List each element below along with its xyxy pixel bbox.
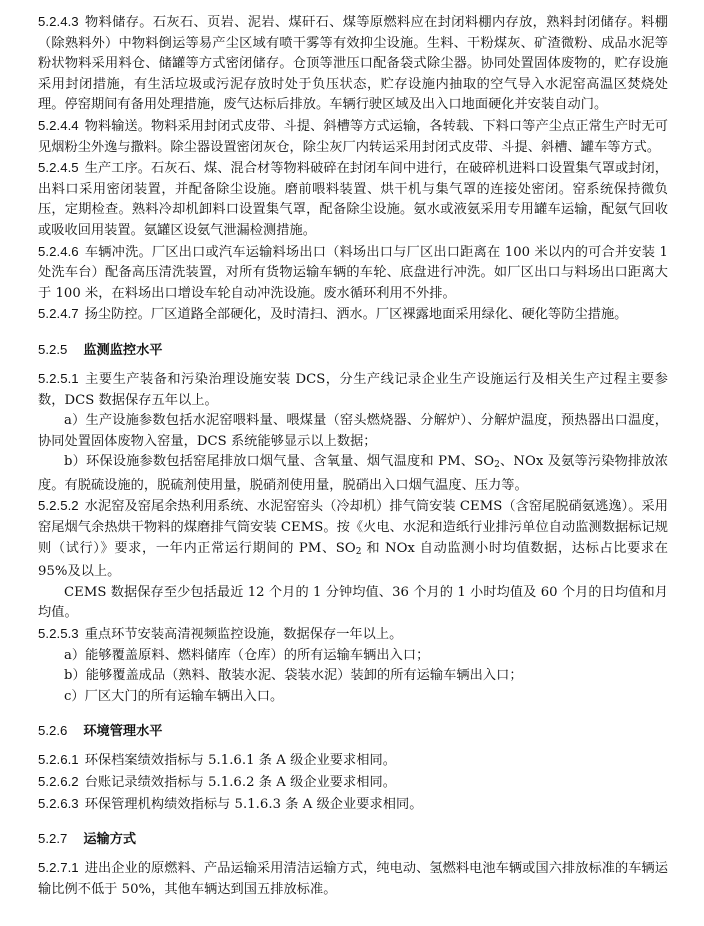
clause-5-2-5-3: [38, 624, 668, 646]
clause-5-2-4-7: [38, 304, 668, 326]
list-item-c: c）厂区大门的所有运输车辆出入口。: [64, 688, 284, 704]
section-heading-5-2-6: [38, 721, 668, 742]
clause-5-2-6-3: [38, 794, 668, 816]
clause-number: 5.2.6.1: [38, 752, 79, 768]
list-item-b: b）能够覆盖成品（熟料、散装水泥、袋装水泥）装卸的所有运输车辆出入口；: [64, 668, 523, 684]
clause-text: 扬尘防控。厂区道路全部硬化，及时清扫、洒水。厂区裸露地面采用绿化、硬化等防尘措施。: [84, 307, 628, 323]
clause-5-2-5-2-cems: CEMS 数据保存至少包括最近 12 个月的 1 分钟均值、36 个月的 1 小时均值及 60 个月的日均值和月均值。: [38, 584, 668, 621]
clause-text: 环保档案绩效指标与 5.1.6.1 条 A 级企业要求相同。: [84, 753, 396, 769]
clause-5-2-7-1: [38, 858, 668, 900]
clause-text: 主要生产装备和污染治理设施安装 DCS，分生产线记录企业生产设施运行及相关生产过程主要参数，DCS 数据保存五年以上。: [38, 371, 668, 408]
clause-text: 和 NOx 自动监测小时均值数据，达标占比要求在 95%及以上。: [38, 540, 668, 580]
section-number: 5.2.7: [38, 831, 68, 847]
list-item-a: a）能够覆盖原料、燃料储库（仓库）的所有运输车辆出入口；: [64, 647, 430, 663]
clause-5-2-5-2: [38, 496, 668, 582]
clause-text: 进出企业的原燃料、产品运输采用清洁运输方式，纯电动、氢燃料电池车辆或国六排放标准的车辆运输比例不低于 50%，其他车辆达到国五排放标准。: [38, 861, 668, 897]
list-item-a: a）生产设施参数包括水泥窑喂料量、喂煤量（窑头燃烧器、分解炉）、分解炉温度，预热器出口温度，协同处置固体废物入窑量，DCS 系统能够显示以上数据；: [38, 413, 668, 449]
clause-number: 5.2.4.6: [38, 243, 79, 259]
clause-text: 重点环节安装高清视频监控设施，数据保存一年以上。: [84, 627, 403, 643]
clause-number: 5.2.4.3: [38, 14, 79, 29]
section-heading-5-2-5: [38, 340, 668, 361]
clause-number: 5.2.5.3: [38, 626, 79, 642]
clause-number: 5.2.4.7: [38, 306, 79, 322]
list-item-text: 、NOx 及氨等污染物排放浓度。有脱硫设施的，脱硫剂使用量，脱硝剂使用量，脱硝出入口烟气温度、压力等。: [38, 454, 668, 493]
clause-text: 台账记录绩效指标与 5.1.6.2 条 A 级企业要求相同。: [84, 775, 396, 790]
clause-text: 车辆冲洗。厂区出口或汽车运输料场出口（料场出口与厂区出口距离在 100 米以内的可合并安装 1 处洗车台）配备高压清洗装置，对所有货物运输车辆的车轮、底盘进行冲洗。如厂区出口与料场出口距离大于 100 米，在料场出口增设车轮自动冲洗设施。废水循环利用不外排。: [38, 244, 668, 301]
clause-5-2-5-1: [38, 369, 668, 411]
clause-5-2-4-5: [38, 158, 668, 241]
clause-text: 水泥窑及窑尾余热利用系统、水泥窑窑头（冷却机）排气筒安装 CEMS（含窑尾脱硝氨逃逸）。采用窑尾烟气余热烘干物料的煤磨排气筒安装 CEMS。按《火电、水泥和造纸行业排污单位自动监测数据标记规则（试行）》要求，一年内正常运行期间的 PM、SO: [38, 499, 668, 556]
clause-number: 5.2.5.2: [38, 498, 79, 514]
subscript: 2: [494, 460, 500, 471]
section-title: 环境管理水平: [83, 724, 163, 740]
clause-number: 5.2.4.4: [38, 117, 79, 133]
clause-text: 生产工序。石灰石、煤、混合材等物料破碎在封闭车间中进行，在破碎机进料口设置集气罩或封闭，出料口采用密闭装置，并配备除尘设施。磨前喂料装置、烘干机与集气罩的连接处密闭。窑系统保持微负压，定期检查。熟料冷却机卸料口设置集气罩，配备除尘设施。氨水或液氨采用专用罐车运输，配氨气回收或吸收回用装置。氨罐区设氨气泄漏检测措施。: [38, 161, 668, 238]
clause-text: 物料储存。石灰石、页岩、泥岩、煤矸石、煤等原燃料应在封闭料棚内存放，熟料封闭储存。料棚（除熟料外）中物料倒运等易产尘区域有喷干雾等有效抑尘设施。生料、干粉煤灰、矿渣微粉、成品水泥等粉状物料采用料仓、储罐等方式密闭储存。仓顶等泄压口配备袋式除尘器。协同处置固体废物的，贮存设施采用封闭措施，有生活垃圾或污泥存放时处于负压状态，贮存设施内抽取的空气导入水泥窑高温区焚烧处理。停窑期间有备用处理措施，废气达标后排放。车辆行驶区域及出入口地面硬化并安装自动门。: [38, 15, 668, 113]
clause-5-2-6-1: [38, 750, 668, 772]
list-item-b: [38, 452, 668, 496]
clause-number: 5.2.6.2: [38, 774, 79, 789]
clause-5-2-4-6: [38, 242, 668, 305]
document-page: [38, 12, 668, 900]
section-title: 运输方式: [83, 832, 137, 848]
clause-5-2-6-2: [38, 772, 668, 794]
subscript: 2: [355, 546, 362, 557]
section-number: 5.2.5: [38, 341, 68, 357]
clause-5-2-4-3: [38, 12, 668, 116]
section-heading-5-2-7: [38, 829, 668, 850]
list-item-text: b）环保设施参数包括窑尾排放口烟气量、含氧量、烟气温度和 PM、SO: [64, 454, 495, 470]
clause-5-2-4-4: [38, 116, 668, 158]
section-number: 5.2.6: [38, 723, 68, 739]
clause-text: 物料输送。物料采用封闭式皮带、斗提、斜槽等方式运输，各转载、下料口等产尘点正常生产时无可见烟粉尘外逸与撒料。除尘器设置密闭灰仓，除尘灰厂内转运采用封闭式皮带、斗提、斜槽、罐车等方式。: [38, 118, 668, 155]
clause-number: 5.2.4.5: [38, 160, 79, 176]
clause-number: 5.2.5.1: [38, 370, 79, 386]
clause-text: 环保管理机构绩效指标与 5.1.6.3 条 A 级企业要求相同。: [84, 796, 423, 812]
section-title: 监测监控水平: [83, 342, 163, 358]
clause-number: 5.2.6.3: [38, 795, 79, 811]
clause-number: 5.2.7.1: [38, 860, 79, 876]
